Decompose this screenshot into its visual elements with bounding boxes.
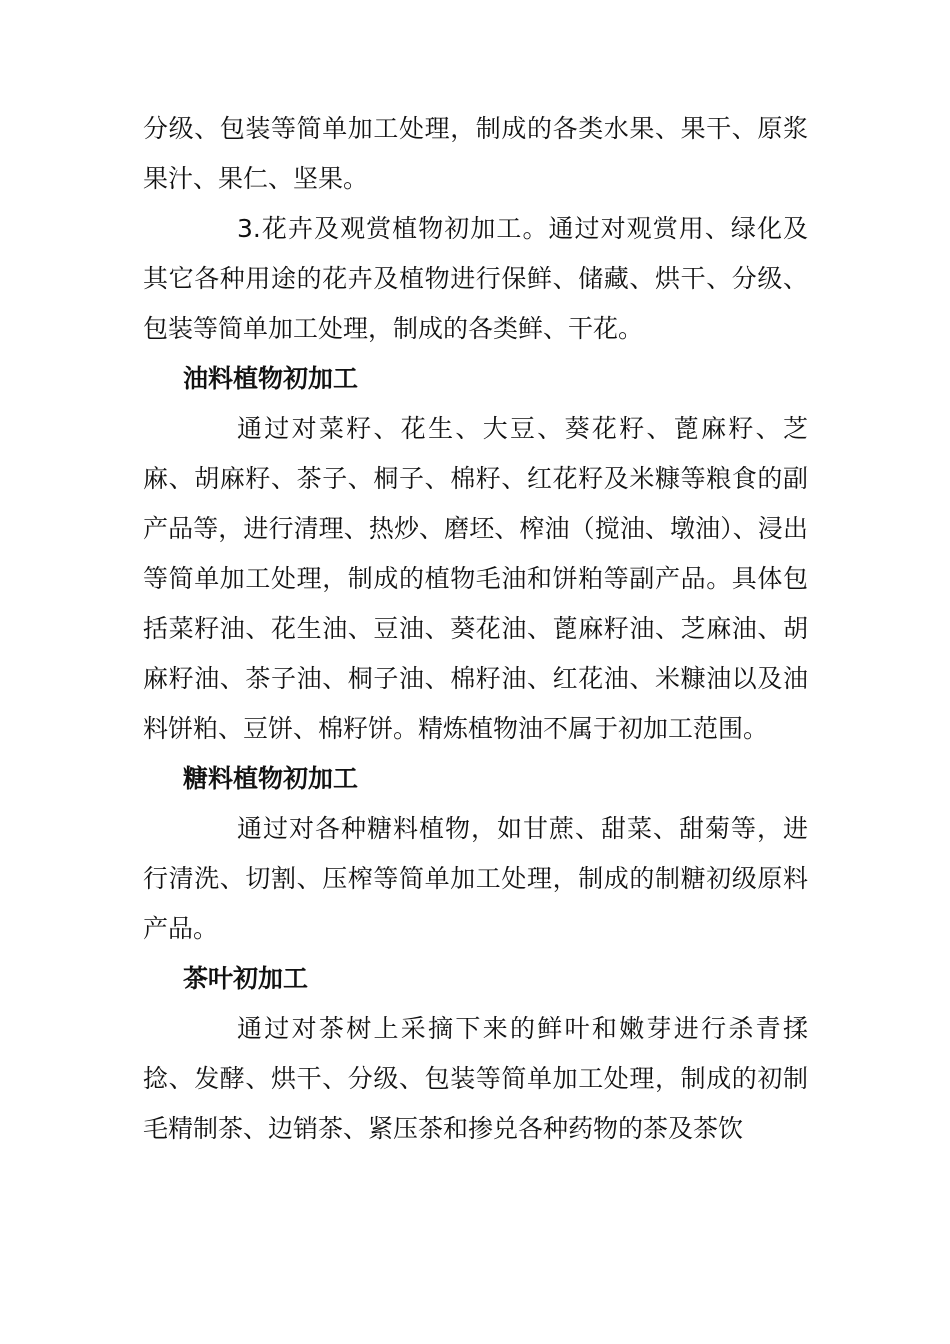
heading-oil-plant-processing: 油料植物初加工	[183, 364, 359, 393]
paragraph-fruit-processing-continued: 分级、包装等简单加工处理，制成的各类水果、果干、原浆果汁、果仁、坚果。	[143, 114, 808, 193]
paragraph-tea-processing: 通过对茶树上采摘下来的鲜叶和嫩芽进行杀青揉捻、发酵、烘干、分级、包装等简单加工处理，制成的初制毛精制茶、边销茶、紧压茶和掺兑各种药物的茶及茶饮	[143, 1014, 808, 1143]
heading-sugar-plant-processing: 糖料植物初加工	[183, 764, 359, 793]
paragraph-oil-plant-processing: 通过对菜籽、花生、大豆、葵花籽、蓖麻籽、芝麻、胡麻籽、茶子、桐子、棉籽、红花籽及米糠等粮食的副产品等，进行清理、热炒、磨坯、榨油（搅油、墩油）、浸出等简单加工处理，制成的植物毛油和饼粕等副产品。具体包括菜籽油、花生油、豆油、葵花油、蓖麻籽油、芝麻油、胡麻籽油、茶子油、桐子油、棉籽油、红花油、米糠油以及油料饼粕、豆饼、棉籽饼。精炼植物油不属于初加工范围。	[143, 414, 808, 743]
paragraph-sugar-plant-processing: 通过对各种糖料植物，如甘蔗、甜菜、甜菊等，进行清洗、切割、压榨等简单加工处理，制成的制糖初级原料产品。	[143, 814, 808, 943]
heading-tea-processing: 茶叶初加工	[183, 964, 309, 993]
document-body	[143, 104, 808, 1154]
paragraph-flower-processing: 3.花卉及观赏植物初加工。通过对观赏用、绿化及其它各种用途的花卉及植物进行保鲜、储藏、烘干、分级、包装等简单加工处理，制成的各类鲜、干花。	[143, 214, 808, 343]
